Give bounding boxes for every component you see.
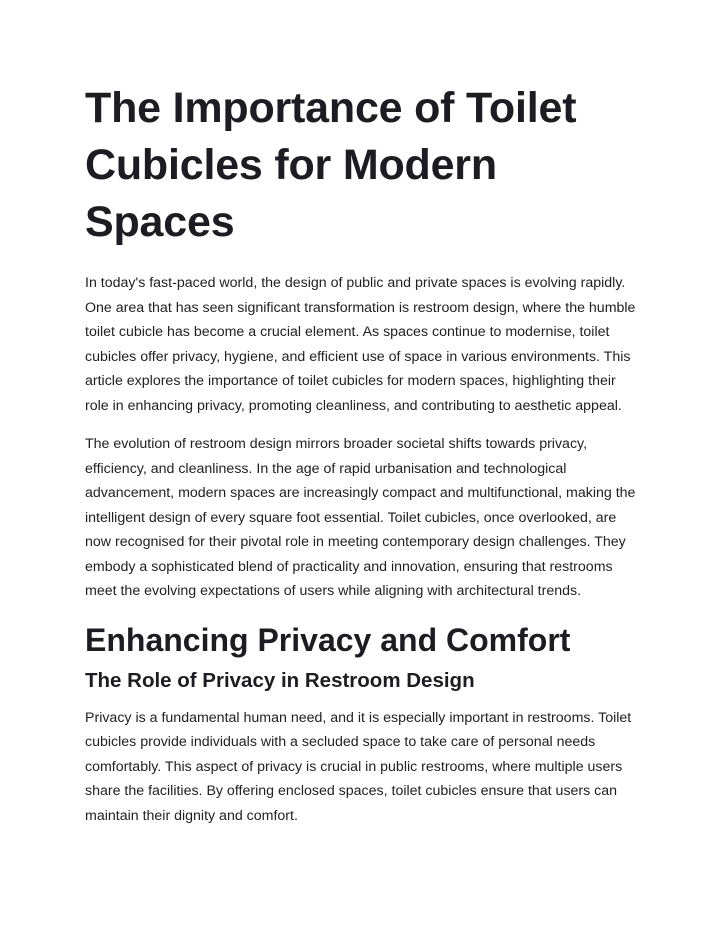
article-title: The Importance of Toilet Cubicles for Modern Spaces xyxy=(85,84,577,246)
evolution-paragraph: The evolution of restroom design mirrors broader societal shifts towards privacy, efficiency, and cleanliness. In the age of rapid urbanisation and technological advancement, modern spaces are increasingly compact and multifunctional, making the intelligent design of every square foot essential. Toilet cubicles, once overlooked, are now recognised for their pivotal role in meeting contemporary design challenges. They embody a sophisticated blend of practicality and innovation, ensuring that restrooms meet the evolving expectations of users while aligning with architectural trends. xyxy=(85,436,636,599)
document-page xyxy=(85,80,640,828)
intro-paragraph: In today's fast-paced world, the design of public and private spaces is evolving rapidly. One area that has seen significant transformation is restroom design, where the humble toilet cubicle has become a crucial element. As spaces continue to modernise, toilet cubicles offer privacy, hygiene, and efficient use of space in various environments. This article explores the importance of toilet cubicles for modern spaces, highlighting their role in enhancing privacy, promoting cleanliness, and contributing to aesthetic appeal. xyxy=(85,275,636,414)
section-subheading: The Role of Privacy in Restroom Design xyxy=(85,668,475,692)
privacy-paragraph: Privacy is a fundamental human need, and it is especially important in restrooms. Toilet cubicles provide individuals with a secluded space to take care of personal needs comfortably. This aspect of privacy is crucial in public restrooms, where multiple users share the facilities. By offering enclosed spaces, toilet cubicles ensure that users can maintain their dignity and comfort. xyxy=(85,709,632,824)
section-heading: Enhancing Privacy and Comfort xyxy=(85,621,571,658)
